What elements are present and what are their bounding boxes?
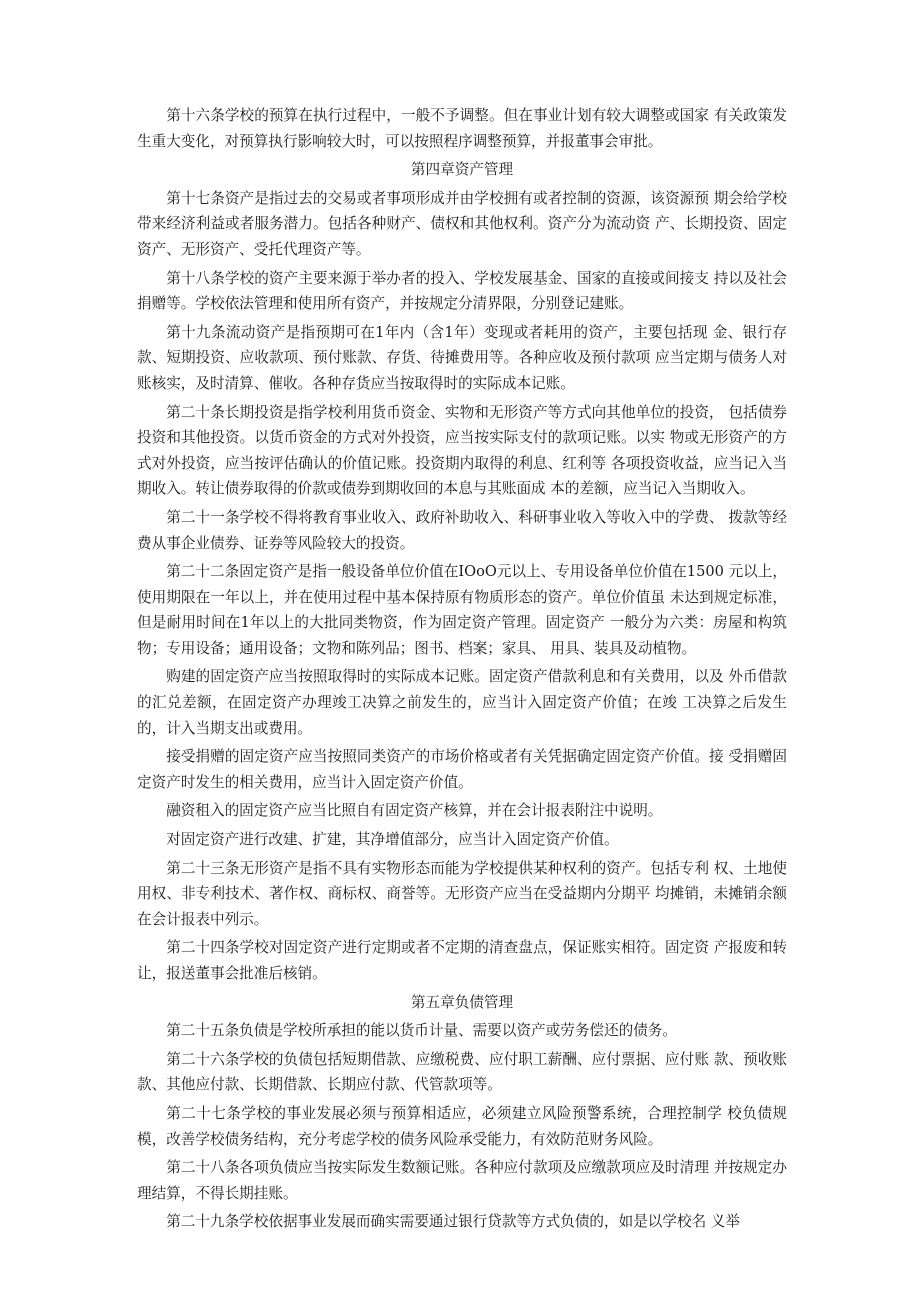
article-22: 第二十二条固定资产是指一般设备单位价值在IOoO元以上、专用设备单位价值在1500 元以上，使用期限在一年以上，并在使用过程中基本保持原有物质形态的资产。单位价值虽 未达到规定标准，但是耐用时间在1年以上的大批同类物资，作为固定资产管理。固定资产 一般分为六类：房屋和构筑物；专用设备；通用设备；文物和陈列品；图书、档案；家具、 用具、装具及动植物。: [137, 563, 787, 657]
article-21: 第二十一条学校不得将教育事业收入、政府补助收入、科研事业收入等收入中的学费、 拨款等经费从事企业债券、证券等风险较大的投资。: [137, 508, 787, 552]
document-page: [137, 103, 787, 1238]
article-29: 第二十九条学校依据事业发展而确实需要通过银行贷款等方式负债的，如是以学校名 义举: [166, 1213, 740, 1231]
chapter-4-heading: 第四章资产管理: [410, 161, 514, 179]
donated-asset-paragraph: 接受捐赠的固定资产应当按照同类资产的市场价格或者有关凭据确定固定资产价值。接 受捐赠固定资产时发生的相关费用，应当计入固定资产价值。: [137, 748, 787, 791]
article-26: 第二十六条学校的负债包括短期借款、应缴税费、应付职工薪酬、应付票据、应付账 款、预收账款、其他应付款、长期借款、长期应付款、代管款项等。: [137, 1050, 787, 1094]
article-23: 第二十三条无形资产是指不具有实物形态而能为学校提供某种权利的资产。包括专利 权、土地使用权、非专利技术、著作权、商标权、商誉等。无形资产应当在受益期内分期平 均摊销，未摊销余额在会计报表中列示。: [137, 859, 787, 928]
article-27: 第二十七条学校的事业发展必须与预算相适应，必须建立风险预警系统，合理控制学 校负债规模，改善学校债务结构，充分考虑学校的债务风险承受能力，有效防范财务风险。: [137, 1104, 787, 1148]
article-18: 第十八条学校的资产主要来源于举办者的投入、学校发展基金、国家的直接或间接支 持以及社会捐赠等。学校依法管理和使用所有资产，并按规定分清界限，分别登记建账。: [137, 269, 787, 313]
asset-renovation-paragraph: 对固定资产进行改建、扩建，其净增值部分，应当计入固定资产价值。: [166, 831, 619, 849]
article-20: 第二十条长期投资是指学校利用货币资金、实物和无形资产等方式向其他单位的投资， 包括债券投资和其他投资。以货币资金的方式对外投资，应当按实际支付的款项记账。以实 物或无形资产的方式对外投资，应当按评估确认的价值记账。投资期内取得的利息、红利等 各项投资收益，应当记入当期收入。转让债券取得的价款或债券到期收回的本息与其账面成 本的差额，应当记入当期收入。: [137, 403, 787, 498]
leased-asset-paragraph: 融资租入的固定资产应当比照自有固定资产核算，并在会计报表附注中说明。: [166, 802, 663, 820]
chapter-5-heading: 第五章负债管理: [410, 993, 514, 1011]
article-28: 第二十八条各项负债应当按实际发生数额记账。各种应付款项及应缴款项应及时清理 并按规定办理结算，不得长期挂账。: [137, 1159, 787, 1202]
article-24: 第二十四条学校对固定资产进行定期或者不定期的清查盘点，保证账实相符。固定资 产报废和转让，报送董事会批准后核销。: [137, 939, 787, 982]
article-16: 第十六条学校的预算在执行过程中，一般不予调整。但在事业计划有较大调整或国家 有关政策发生重大变化，对预算执行影响较大时，可以按照程序调整预算，并报董事会审批。: [137, 107, 787, 150]
fixed-asset-purchase-paragraph: 购建的固定资产应当按照取得时的实际成本记账。固定资产借款利息和有关费用，以及 外币借款的汇兑差额，在固定资产办理竣工决算之前发生的，应当计入固定资产价值；在竣 工决算之后发生的，计入当期支出或费用。: [137, 668, 787, 737]
article-25: 第二十五条负债是学校所承担的能以货币计量、需要以资产或劳务偿还的债务。: [166, 1022, 677, 1040]
article-19: 第十九条流动资产是指预期可在1年内（含1年）变现或者耗用的资产，主要包括现 金、银行存款、短期投资、应收款项、预付账款、存货、待摊费用等。各种应收及预付款项 应当定期与债务人对账核实，及时清算、催收。各种存货应当按取得时的实际成本记账。: [137, 323, 787, 392]
article-17: 第十七条资产是指过去的交易或者事项形成并由学校拥有或者控制的资源，该资源预 期会给学校带来经济利益或者服务潜力。包括各种财产、债权和其他权利。资产分为流动资 产、长期投资、固定资产、无形资产、受托代理资产等。: [137, 189, 787, 258]
